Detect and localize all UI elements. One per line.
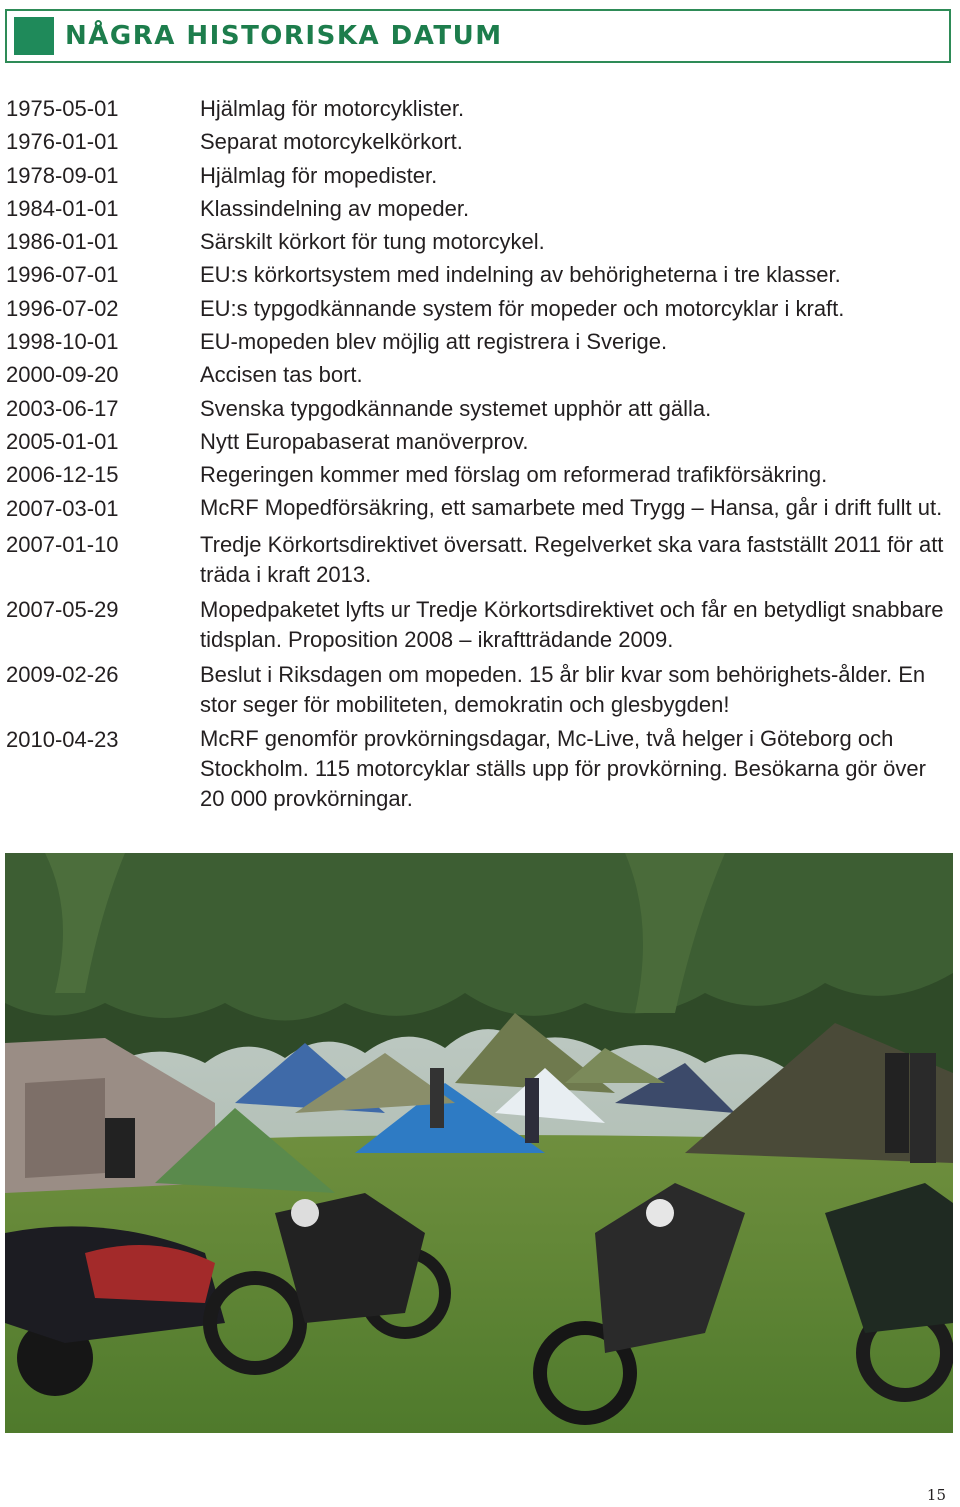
timeline-entry	[6, 658, 946, 720]
entry-text: McRF Mopedförsäkring, ett samarbete med Trygg – Hansa, går i drift fullt ut.	[200, 495, 943, 521]
entry-text: EU-mopeden blev möjlig att registrera i Sverige.	[200, 329, 668, 355]
timeline-entry	[6, 528, 946, 590]
entry-date: 1978-09-01	[6, 162, 119, 188]
entry-text: Särskilt körkort för tung motorcykel.	[200, 229, 545, 255]
entry-date: 1976-01-01	[6, 129, 119, 155]
entry-date: 2007-01-10	[6, 532, 119, 558]
header-square-icon	[14, 17, 54, 55]
timeline-entry	[6, 425, 946, 458]
entry-date: 1996-07-01	[6, 262, 119, 288]
entry-text: Hjälmlag för mopedister.	[200, 162, 438, 188]
page-number: 15	[926, 1486, 946, 1504]
timeline-entry	[6, 392, 946, 425]
section-header	[5, 9, 951, 63]
entry-date: 1975-05-01	[6, 96, 119, 121]
timeline-entry	[6, 358, 946, 391]
page-title: NÅGRA HISTORISKA DATUM	[65, 21, 503, 51]
timeline-list	[6, 92, 946, 818]
entry-date: 2007-03-01	[6, 495, 119, 521]
entry-date: 2010-04-23	[6, 726, 119, 752]
campsite-photo	[5, 853, 953, 1433]
timeline-entry	[6, 225, 946, 258]
timeline-entry	[6, 492, 946, 525]
entry-text: Mopedpaketet lyfts ur Tredje Körkortsdirektivet och får en betydligt snabbare tidsplan. Proposition 2008 – ikraftträdande 2009.	[200, 596, 944, 652]
timeline-entry	[6, 593, 946, 655]
timeline-entry	[6, 723, 946, 815]
entry-text: Svenska typgodkännande systemet upphör att gälla.	[200, 395, 712, 421]
entry-text: Separat motorcykelkörkort.	[200, 129, 463, 155]
timeline-entry	[6, 325, 946, 358]
entry-text: EU:s körkortsystem med indelning av behörigheterna i tre klasser.	[200, 262, 841, 288]
entry-text: EU:s typgodkännande system för mopeder och motorcyklar i kraft.	[200, 295, 845, 321]
timeline-entry	[6, 258, 946, 291]
entry-date: 1998-10-01	[6, 329, 119, 355]
entry-text: Accisen tas bort.	[200, 362, 363, 388]
entry-date: 1984-01-01	[6, 195, 119, 221]
timeline-entry	[6, 292, 946, 325]
entry-text: Klassindelning av mopeder.	[200, 195, 470, 221]
timeline-entry	[6, 458, 946, 491]
entry-date: 2006-12-15	[6, 462, 119, 488]
entry-text: McRF genomför provkörningsdagar, Mc-Live, två helger i Göteborg och Stockholm. 115 motorcyklar ställs upp för provkörning. Besökarna gör över 20 000 provkörningar.	[200, 726, 926, 812]
timeline-entry	[6, 192, 946, 225]
entry-date: 1996-07-02	[6, 295, 119, 321]
entry-text: Beslut i Riksdagen om mopeden. 15 år blir kvar som behörighets-ålder. En stor seger för mobiliteten, demokratin och glesbygden!	[200, 661, 926, 717]
entry-text: Hjälmlag för motorcyklister.	[200, 96, 465, 121]
timeline-entry	[6, 159, 946, 192]
entry-text: Nytt Europabaserat manöverprov.	[200, 428, 529, 454]
entry-text: Tredje Körkortsdirektivet översatt. Regelverket ska vara fastställt 2011 för att träda i kraft 2013.	[200, 531, 944, 587]
entry-date: 1986-01-01	[6, 229, 119, 255]
entry-date: 2007-05-29	[6, 597, 119, 623]
entry-date: 2003-06-17	[6, 395, 119, 421]
timeline-entry	[6, 92, 946, 125]
entry-date: 2000-09-20	[6, 362, 119, 388]
entry-date: 2009-02-26	[6, 661, 119, 687]
entry-text: Regeringen kommer med förslag om reformerad trafikförsäkring.	[200, 462, 828, 488]
entry-date: 2005-01-01	[6, 428, 119, 454]
timeline-entry	[6, 125, 946, 158]
